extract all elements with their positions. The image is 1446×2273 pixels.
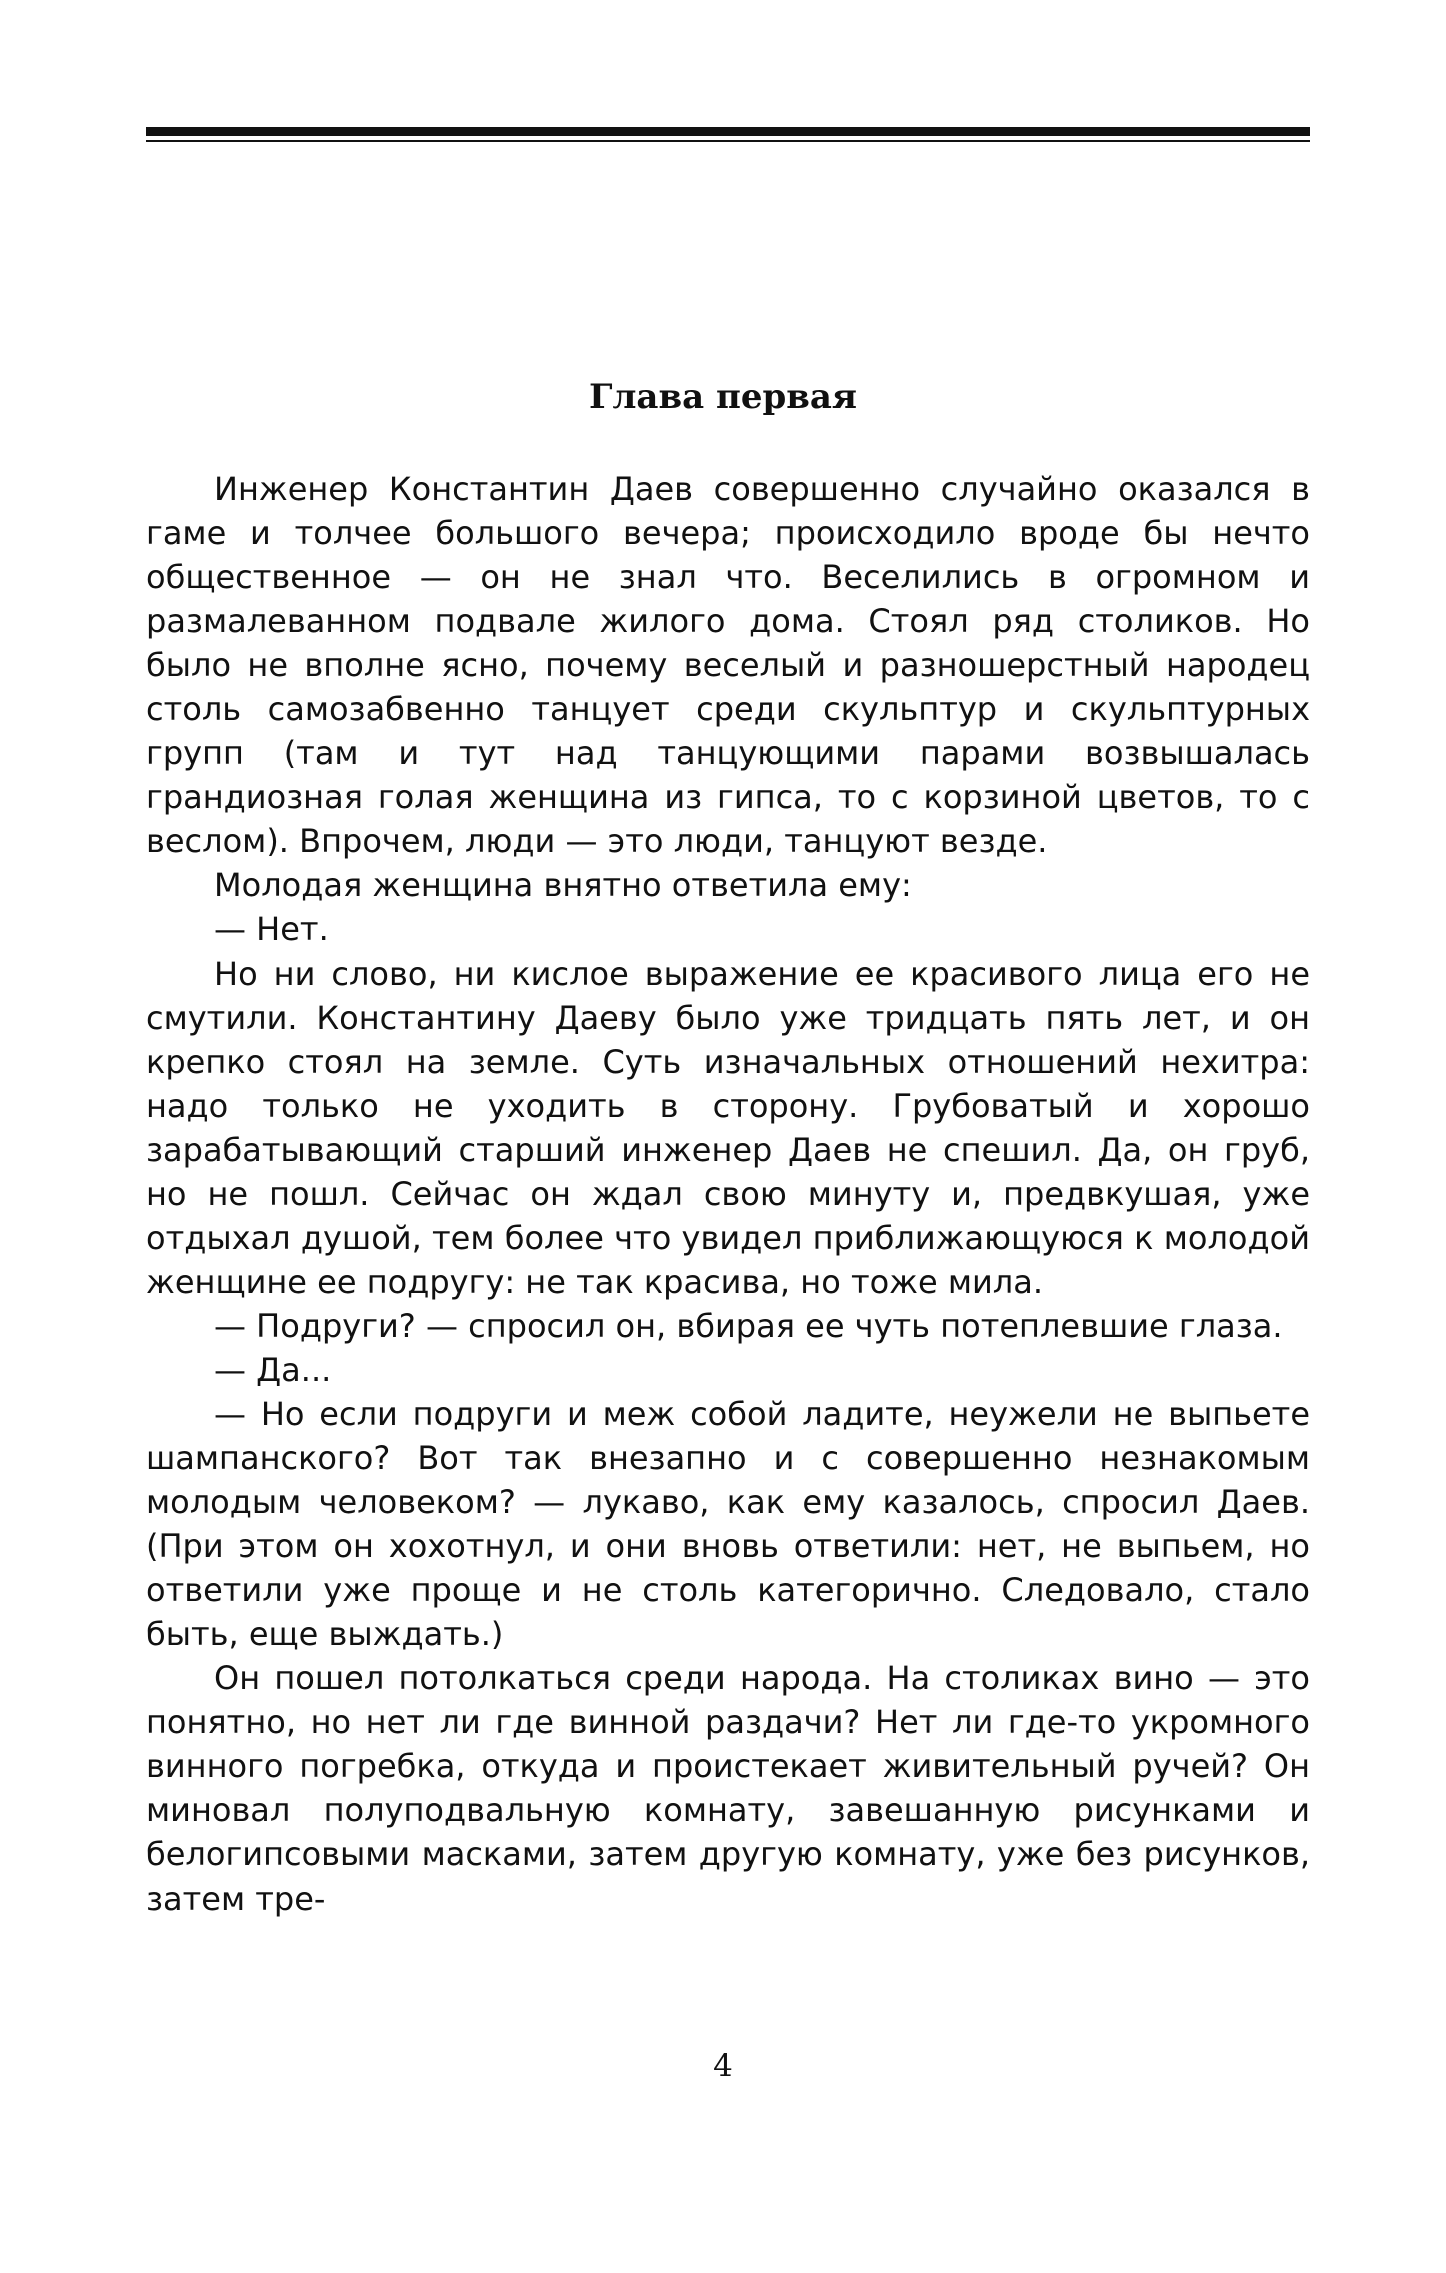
paragraph: — Но если подруги и меж собой ладите, неужели не выпьете шампанского? Вот так внезапно и с совершенно незнакомым молодым человеком? — лукаво, как ему казалось, спросил Даев. (При этом он хохотнул, и они вновь ответили: нет, не выпьем, но ответили уже проще и не столь категорично. Следовало, стало быть, еще выждать.) (146, 1394, 1310, 1654)
paragraph: Но ни слово, ни кислое выражение ее красивого лица его не смутили. Константину Даеву было уже тридцать пять лет, и он крепко стоял на земле. Суть изначальных отношений нехитра: надо только не уходить в сторону. Грубоватый и хорошо зарабатывающий старший инженер Даев не спешил. Да, он груб, но не пошл. Сейчас он ждал свою минуту и, предвкушая, уже отдыхал душой, тем более что увидел приближающуюся к молодой женщине ее подругу: не так красива, но тоже мила. (146, 954, 1310, 1301)
paragraph: — Да... (214, 1350, 332, 1389)
paragraph: — Подруги? — спросил он, вбирая ее чуть потеплевшие глаза. (214, 1306, 1283, 1345)
page-number: 4 (713, 2048, 733, 2084)
header-rule-thin (146, 140, 1310, 142)
body-text (146, 467, 1310, 1921)
paragraph: Молодая женщина внятно ответила ему: (214, 866, 912, 905)
paragraph: Инженер Константин Даев совершенно случайно оказался в гаме и толчее большого вечера; происходило вроде бы нечто общественное — он не знал что. Веселились в огромном и размалеванном подвале жилого дома. Стоял ряд столиков. Но было не вполне ясно, почему веселый и разношерстный народец столь самозабвенно танцует среди скульптур и скульптурных групп (там и тут над танцующими парами возвышалась грандиозная голая женщина из гипса, то с корзиной цветов, то с веслом). Впрочем, люди — это люди, танцуют везде. (146, 470, 1310, 861)
paragraph: Он пошел потолкаться среди народа. На столиках вино — это понятно, но нет ли где винной раздачи? Нет ли где-то укромного винного погребка, откуда и проистекает живительный ручей? Он миновал полуподвальную комнату, завешанную рисунками и белогипсовыми масками, затем другую комнату, уже без рисунков, затем тре- (146, 1659, 1310, 1918)
chapter-title: Глава первая (588, 377, 858, 417)
header-rule-thick (146, 127, 1310, 136)
paragraph: — Нет. (214, 910, 329, 949)
